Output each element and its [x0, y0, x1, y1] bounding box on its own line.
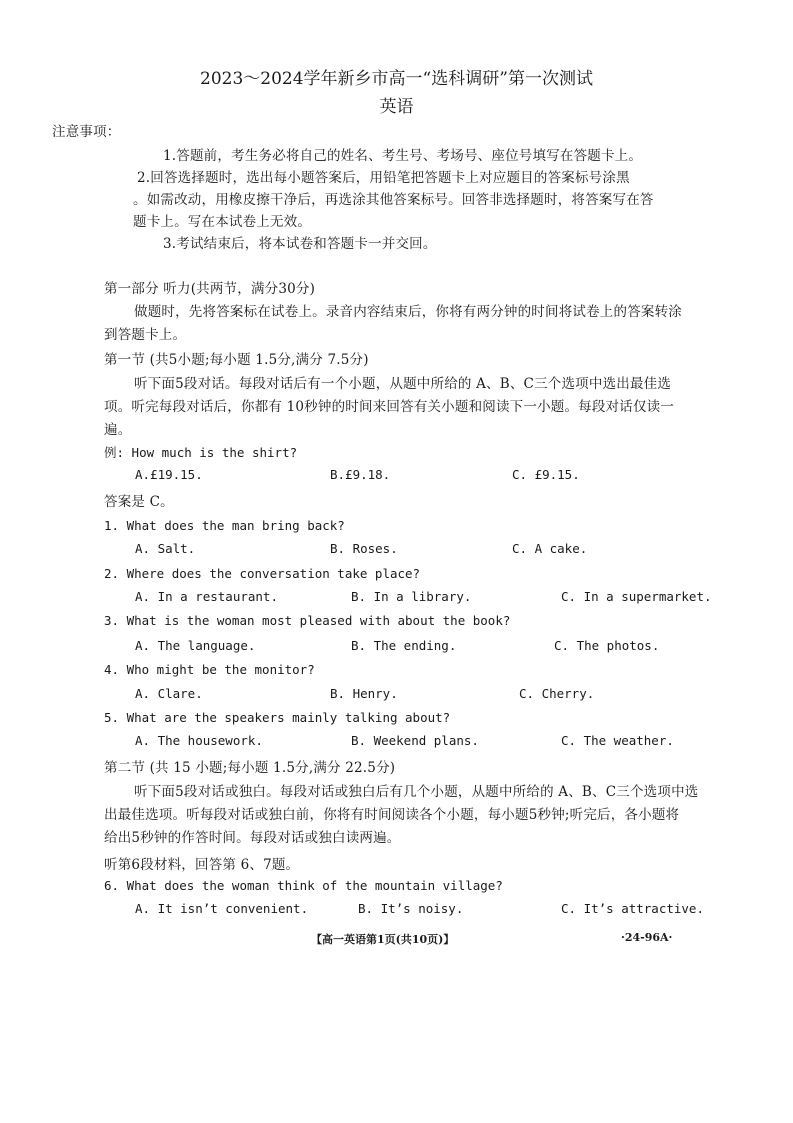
section2-intro-line-3: 给出5秒钟的作答时间。每段对话或独白读两遍。 [104, 830, 401, 846]
notice-item-2-line-2: 。如需改动，用橡皮擦干净后，再选涂其他答案标号。回答非选择题时，将答案写在答 [133, 192, 654, 208]
part1-heading: 第一部分 听力(共两节，满分30分) [104, 281, 316, 297]
example-option-a: A.£19.15. [135, 467, 203, 482]
section1-intro-line-3: 遍。 [104, 422, 132, 438]
question-5-option-b: B. Weekend plans. [351, 733, 479, 748]
exam-title: 2023～2024学年新乡市高一“选科调研”第一次测试 [200, 69, 593, 89]
question-5-option-a: A. The housework. [135, 733, 263, 748]
question-4: 4. Who might be the monitor? [104, 662, 315, 677]
exam-subject: 英语 [379, 97, 414, 117]
material-6-instruction: 听第6段材料，回答第 6、7题。 [104, 857, 300, 873]
question-4-option-b: B. Henry. [330, 686, 398, 701]
example-option-c: C. £9.15. [512, 467, 580, 482]
paper-code: ·24-96A· [621, 931, 673, 944]
question-6-option-b: B. It’s noisy. [358, 901, 464, 916]
section1-intro-line-1: 听下面5段对话。每段对话后有一个小题，从题中所给的 A、B、C三个选项中选出最佳选 [134, 376, 672, 392]
section2-heading: 第二节 (共 15 小题;每小题 1.5分,满分 22.5分) [104, 760, 396, 776]
example-question: 例: How much is the shirt? [104, 445, 298, 460]
question-6-option-a: A. It isn’t convenient. [135, 901, 309, 916]
question-1-option-b: B. Roses. [330, 541, 398, 556]
question-4-option-c: C. Cherry. [519, 686, 595, 701]
question-1-option-c: C. A cake. [512, 541, 588, 556]
part1-intro-line-2: 到答题卡上。 [104, 327, 187, 343]
page-footer: 【高一英语第1页(共10页)】 [311, 933, 455, 946]
question-6-option-c: C. It’s attractive. [561, 901, 704, 916]
question-2-option-c: C. In a supermarket. [561, 589, 712, 604]
question-1: 1. What does the man bring back? [104, 518, 345, 533]
notice-item-2-line-1: 2.回答选择题时，选出每小题答案后，用铅笔把答题卡上对应题目的答案标号涂黑 [137, 170, 630, 186]
notice-item-3: 3.考试结束后，将本试卷和答题卡一并交回。 [163, 236, 437, 252]
notice-heading: 注意事项： [52, 124, 121, 140]
question-5-option-c: C. The weather. [561, 733, 674, 748]
section2-intro-line-1: 听下面5段对话或独白。每段对话或独白后有几个小题，从题中所给的 A、B、C三个选项中选 [134, 784, 699, 800]
question-3-option-b: B. The ending. [351, 638, 457, 653]
notice-item-1: 1.答题前，考生务必将自己的姓名、考生号、考场号、座位号填写在答题卡上。 [163, 148, 643, 164]
part1-intro-line-1: 做题时，先将答案标在试卷上。录音内容结束后，你将有两分钟的时间将试卷上的答案转涂 [134, 304, 682, 320]
question-2: 2. Where does the conversation take place? [104, 566, 421, 581]
question-3-option-a: A. The language. [135, 638, 256, 653]
example-answer: 答案是 C。 [104, 494, 174, 510]
question-6: 6. What does the woman think of the mountain village? [104, 878, 503, 893]
question-2-option-a: A. In a restaurant. [135, 589, 278, 604]
question-2-option-b: B. In a library. [351, 589, 472, 604]
question-5: 5. What are the speakers mainly talking about? [104, 710, 451, 725]
question-3-option-c: C. The photos. [554, 638, 660, 653]
question-1-option-a: A. Salt. [135, 541, 196, 556]
section1-intro-line-2: 项。听完每段对话后，你都有 10秒钟的时间来回答有关小题和阅读下一小题。每段对话仅读一 [104, 399, 675, 415]
question-4-option-a: A. Clare. [135, 686, 203, 701]
section2-intro-line-2: 出最佳选项。听每段对话或独白前，你将有时间阅读各个小题，每小题5秒钟;听完后，各小题将 [104, 807, 680, 823]
section1-heading: 第一节 (共5小题;每小题 1.5分,满分 7.5分) [104, 352, 369, 368]
question-3: 3. What is the woman most pleased with about the book? [104, 613, 511, 628]
example-option-b: B.£9.18. [330, 467, 391, 482]
notice-item-2-line-3: 题卡上。写在本试卷上无效。 [133, 214, 312, 230]
